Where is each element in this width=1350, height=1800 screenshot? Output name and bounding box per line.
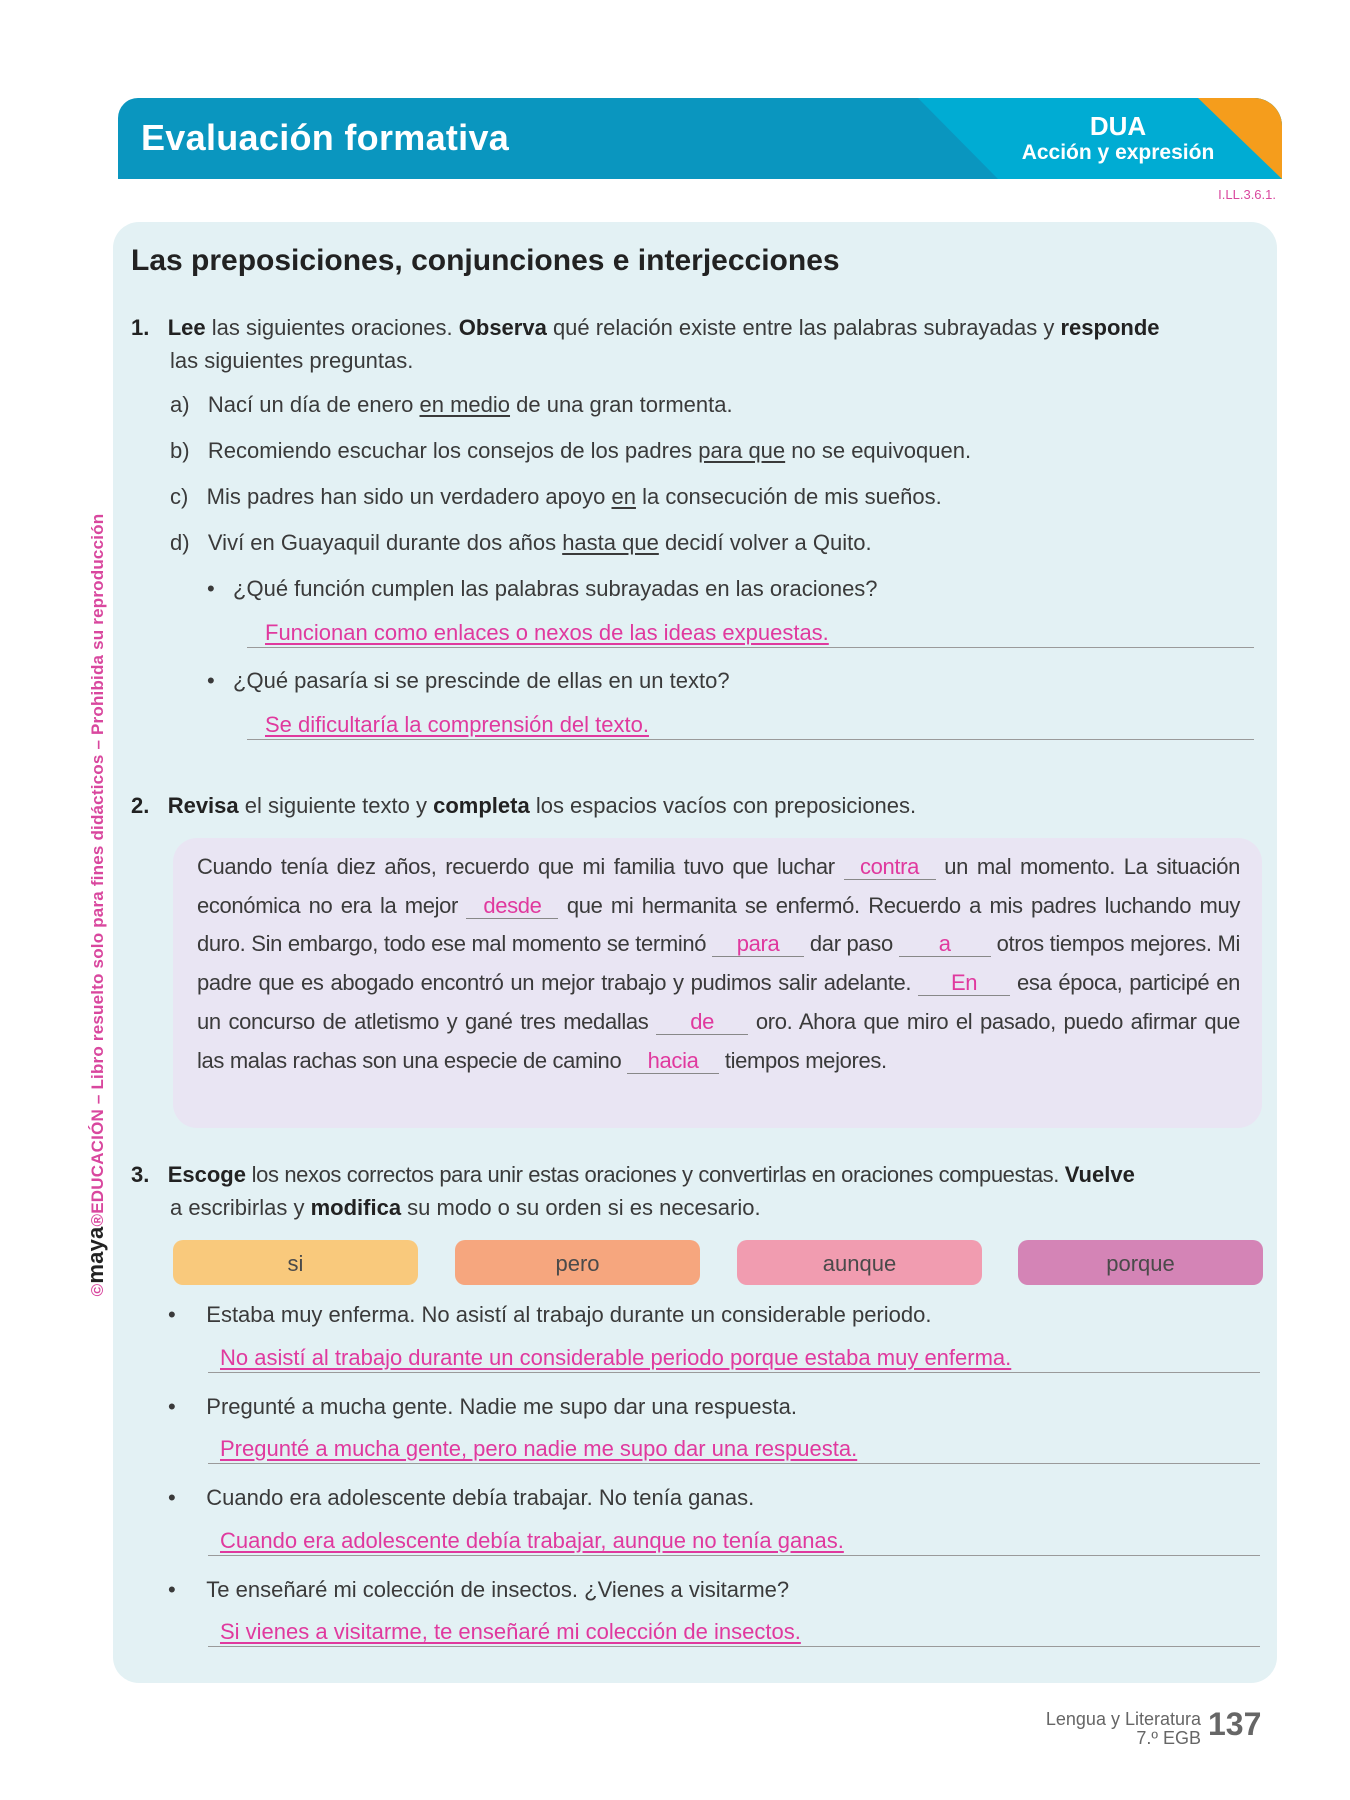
cloze-segment: un mal momento. La situación económica no era la mejor <box>197 854 1240 918</box>
answer-line[interactable]: Se dificultaría la comprensión del texto. <box>247 711 1254 740</box>
cloze-blank[interactable]: de <box>656 1010 748 1035</box>
answer-line[interactable]: No asistí al trabajo durante un considerable periodo porque estaba muy enferma. <box>208 1344 1260 1373</box>
q3-item: • Pregunté a mucha gente. Nadie me supo dar una respuesta. <box>168 1394 797 1419</box>
item-text: Viví en Guayaquil durante dos años <box>207 530 563 555</box>
cloze-blank[interactable]: En <box>918 971 1010 996</box>
q1-number: 1. <box>131 315 150 340</box>
q1-instruction-cont: las siguientes preguntas. <box>170 348 414 373</box>
question-text: ¿Qué pasaría si se prescinde de ellas en un texto? <box>233 668 730 693</box>
q3-text: los nexos correctos para unir estas oraciones y convertirlas en oraciones compuestas. <box>245 1162 1065 1187</box>
item-letter: a) <box>170 392 190 417</box>
cloze-blank[interactable]: para <box>712 932 804 957</box>
footer-subject: Lengua y Literatura <box>1045 1709 1201 1729</box>
connector-chip-aunque: aunque <box>737 1240 982 1285</box>
q3-instruction <box>131 1160 1135 1190</box>
cloze-segment: que mi hermanita se enfermó. Recuerdo a mis padres luchando muy duro. Sin embargo, todo ese mal momento se terminó <box>197 892 1240 957</box>
item-text: decidí volver a Quito. <box>658 530 872 555</box>
connector-chip-si: si <box>173 1240 418 1285</box>
underlined-word: en medio <box>419 392 511 417</box>
q3-verb: Escoge <box>167 1162 246 1187</box>
q2-verb: completa <box>433 793 530 818</box>
q1-item <box>170 390 733 420</box>
item-text: de una gran tormenta. <box>510 392 733 417</box>
item-text: Pregunté a mucha gente. Nadie me supo dar una respuesta. <box>206 1394 797 1419</box>
registered-symbol: ® <box>88 1213 107 1227</box>
item-text: Nací un día de enero <box>207 392 420 417</box>
cloze-segment: dar paso <box>809 931 899 957</box>
q2-number: 2. <box>131 793 150 818</box>
cloze-blank[interactable]: a <box>899 932 991 957</box>
footer-grade: 7.º EGB <box>1136 1728 1201 1748</box>
q1-question: • ¿Qué pasaría si se prescinde de ellas en un texto? <box>207 668 730 693</box>
underlined-word: para que <box>698 438 786 463</box>
item-text: Te enseñaré mi colección de insectos. ¿Vienes a visitarme? <box>206 1577 790 1602</box>
answer-line[interactable]: Funcionan como enlaces o nexos de las ideas expuestas. <box>247 619 1254 648</box>
cloze-segment: Cuando tenía diez años, recuerdo que mi familia tuvo que luchar <box>197 854 844 879</box>
underlined-word: en <box>611 484 636 509</box>
item-text: Estaba muy enferma. No asistí al trabajo durante un considerable periodo. <box>206 1302 932 1327</box>
item-text: Mis padres han sido un verdadero apoyo <box>206 484 612 509</box>
q2-verb: Revisa <box>167 793 239 818</box>
copyright-text: EDUCACIÓN – Libro resuelto solo para fines didácticos – Prohibida su reproducción <box>88 513 107 1214</box>
answer-line[interactable]: Cuando era adolescente debía trabajar, aunque no tenía ganas. <box>208 1527 1260 1556</box>
q3-item: • Estaba muy enferma. No asistí al trabajo durante un considerable periodo. <box>168 1302 932 1327</box>
cloze-text <box>173 838 1262 1128</box>
q1-verb: Observa <box>458 315 547 340</box>
item-letter: c) <box>170 484 189 509</box>
section-title: Las preposiciones, conjunciones e interjecciones <box>131 244 840 277</box>
cloze-blank[interactable]: hacia <box>627 1049 719 1074</box>
item-letter: d) <box>170 530 190 555</box>
q1-item <box>170 482 942 512</box>
underlined-word: hasta que <box>562 530 659 555</box>
page-number: 137 <box>1208 1706 1262 1742</box>
answer-line[interactable]: Si vienes a visitarme, te enseñaré mi colección de insectos. <box>208 1618 1260 1647</box>
dua-label <box>998 112 1238 166</box>
cloze-segment: tiempos mejores. <box>724 1047 887 1073</box>
cloze-blank[interactable]: contra <box>844 855 936 880</box>
dua-title: DUA <box>1089 111 1147 141</box>
q1-text: las siguientes oraciones. <box>205 315 459 340</box>
item-text: no se equivoquen. <box>785 438 972 463</box>
dua-subtitle: Acción y expresión <box>1021 141 1215 164</box>
q1-question: • ¿Qué función cumplen las palabras subrayadas en las oraciones? <box>207 576 878 601</box>
copyright-notice <box>83 514 109 1297</box>
q1-instruction <box>131 313 1160 343</box>
cloze-segment: esa época, participé en un concurso de atletismo y gané tres medallas <box>197 970 1240 1034</box>
item-text: Recomiendo escuchar los consejos de los padres <box>207 438 699 463</box>
item-text: Cuando era adolescente debía trabajar. No tenía ganas. <box>206 1485 755 1510</box>
item-letter: b) <box>170 438 190 463</box>
cloze-blank[interactable]: desde <box>466 894 558 919</box>
question-text: ¿Qué función cumplen las palabras subrayadas en las oraciones? <box>233 576 878 601</box>
q3-verb: Vuelve <box>1064 1162 1135 1187</box>
q1-verb: Lee <box>167 315 206 340</box>
q2-text: el siguiente texto y <box>238 793 434 818</box>
q3-verb: modifica <box>310 1195 402 1220</box>
q2-instruction <box>131 791 916 821</box>
cloze-segment: otros tiempos mejores. Mi padre que es abogado encontró un mejor trabajo y pudimos salir adelante. <box>197 931 1241 996</box>
skill-code: I.LL.3.6.1. <box>1218 187 1276 202</box>
copyright-symbol: © <box>88 1283 107 1297</box>
answer-line[interactable]: Pregunté a mucha gente, pero nadie me supo dar una respuesta. <box>208 1435 1260 1464</box>
q3-instruction-cont <box>170 1193 761 1223</box>
footer-book <box>1046 1710 1201 1748</box>
q3-number: 3. <box>131 1162 150 1187</box>
q3-text: su modo o su orden si es necesario. <box>401 1195 761 1220</box>
q3-item: • Cuando era adolescente debía trabajar. No tenía ganas. <box>168 1485 755 1510</box>
cloze-segment: oro. Ahora que miro el pasado, puedo afirmar que las malas rachas son una especie de camino <box>197 1008 1241 1073</box>
q3-text: a escribirlas y <box>170 1195 311 1220</box>
connector-chip-porque: porque <box>1018 1240 1263 1285</box>
header-title: Evaluación formativa <box>141 117 510 158</box>
q1-item <box>170 436 971 466</box>
q2-text: los espacios vacíos con preposiciones. <box>529 793 917 818</box>
item-text: la consecución de mis sueños. <box>635 484 942 509</box>
brand-logo: maya <box>83 1226 108 1284</box>
q1-verb: responde <box>1060 315 1160 340</box>
connector-chip-pero: pero <box>455 1240 700 1285</box>
q1-item <box>170 528 872 558</box>
q1-text: qué relación existe entre las palabras subrayadas y <box>546 315 1061 340</box>
section-header <box>118 98 1282 179</box>
q3-item: • Te enseñaré mi colección de insectos. ¿Vienes a visitarme? <box>168 1577 790 1602</box>
